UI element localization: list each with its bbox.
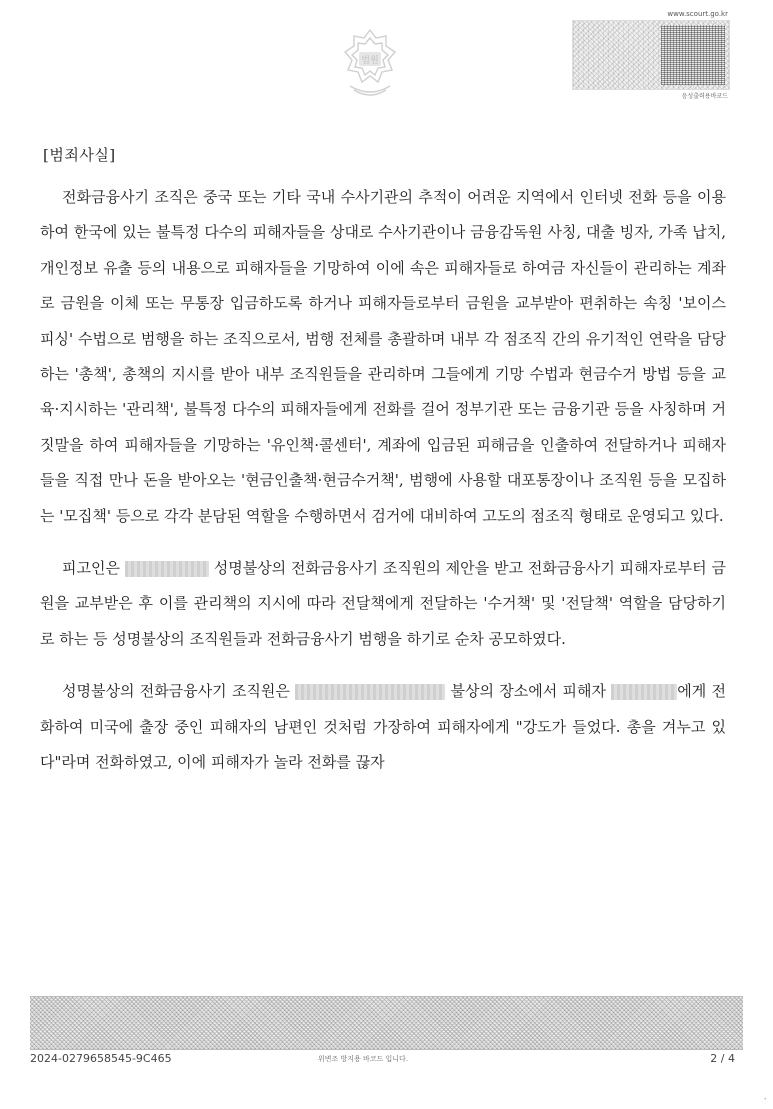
seal-text: 법원 — [361, 56, 379, 66]
redacted-block — [295, 684, 445, 700]
paragraph-incident — [40, 674, 726, 780]
redacted-block — [635, 684, 677, 700]
section-title: [범죄사실] — [43, 146, 116, 164]
barcode-caption: 음성출력용바코드 — [681, 93, 728, 100]
paragraph-incident-rest: 에게 전화하여 미국에 출장 중인 피해자의 남편인 것처럼 가장하여 피해자에게 "강도가 들었다. 총을 겨누고 있다"라며 전화하였고, 이에 피해자가 놀라 전화를 끊자 — [40, 682, 726, 772]
court-seal-icon — [342, 28, 398, 102]
barcode-url: www.scourt.go.kr — [667, 10, 728, 18]
barcode-area — [572, 10, 728, 98]
anti-forgery-barcode-icon — [30, 996, 743, 1050]
redacted-block — [125, 561, 209, 577]
corner-mark: • — [763, 1096, 767, 1103]
document-body — [40, 180, 726, 781]
paragraph-defendant-start: 피고인은 — [62, 559, 120, 578]
document-id: 2024-0279658545-9C465 — [30, 1052, 172, 1065]
paragraph-incident-mid: 불상의 장소에서 피해자 — [450, 682, 606, 701]
paragraph-defendant-rest: 성명불상의 전화금융사기 조직원의 제안을 받고 전화금융사기 피해자로부터 금원을 교부받은 후 이를 관리책의 지시에 따라 전달책에게 전달하는 '수거책' 및 '전달책' 역할을 담당하기로 하는 등 성명불상의 조직원들과 전화금융사기 범행을 하기로 순차 공모하였다. — [40, 559, 726, 648]
barcode-icon — [572, 20, 730, 90]
paragraph-defendant — [40, 551, 726, 657]
anti-forgery-note: 위변조 방지용 바코드 입니다. — [318, 1055, 409, 1063]
paragraph-incident-start: 성명불상의 전화금융사기 조직원은 — [62, 682, 290, 701]
redacted-block — [611, 684, 635, 700]
page-number: 2 / 4 — [710, 1052, 735, 1065]
paragraph-organization: 전화금융사기 조직은 중국 또는 기타 국내 수사기관의 추적이 어려운 지역에서 인터넷 전화 등을 이용하여 한국에 있는 불특정 다수의 피해자들을 상대로 수사기관이나 금융감독원 사칭, 대출 빙자, 가족 납치, 개인정보 유출 등의 내용으로 피해자들을 기망하여 이에 속은 피해자들로 하여금 자신들이 관리하는 계좌로 금원을 이체 또는 무통장 입금하도록 하거나 피해자들로부터 금원을 교부받아 편취하는 속칭 '보이스 피싱' 수법으로 범행을 하는 조직으로서, 범행 전체를 총괄하며 내부 각 점조직 간의 유기적인 연락을 담당하는 '총책', 총책의 지시를 받아 내부 조직원들을 관리하며 그들에게 기망 수법과 현금수거 방법 등을 교육·지시하는 '관리책', 불특정 다수의 피해자들에게 전화를 걸어 정부기관 또는 금융기관 등을 사칭하며 거짓말을 하여 피해자들을 기망하는 '유인책·콜센터', 계좌에 입금된 피해금을 인출하여 전달하거나 피해자들을 직접 만나 돈을 받아오는 '현금인출책·현금수거책', 범행에 사용할 대포통장이나 조직원 등을 모집하는 '모집책' 등으로 각각 분담된 역할을 수행하면서 검거에 대비하여 고도의 점조직 형태로 운영되고 있다. — [40, 188, 726, 525]
